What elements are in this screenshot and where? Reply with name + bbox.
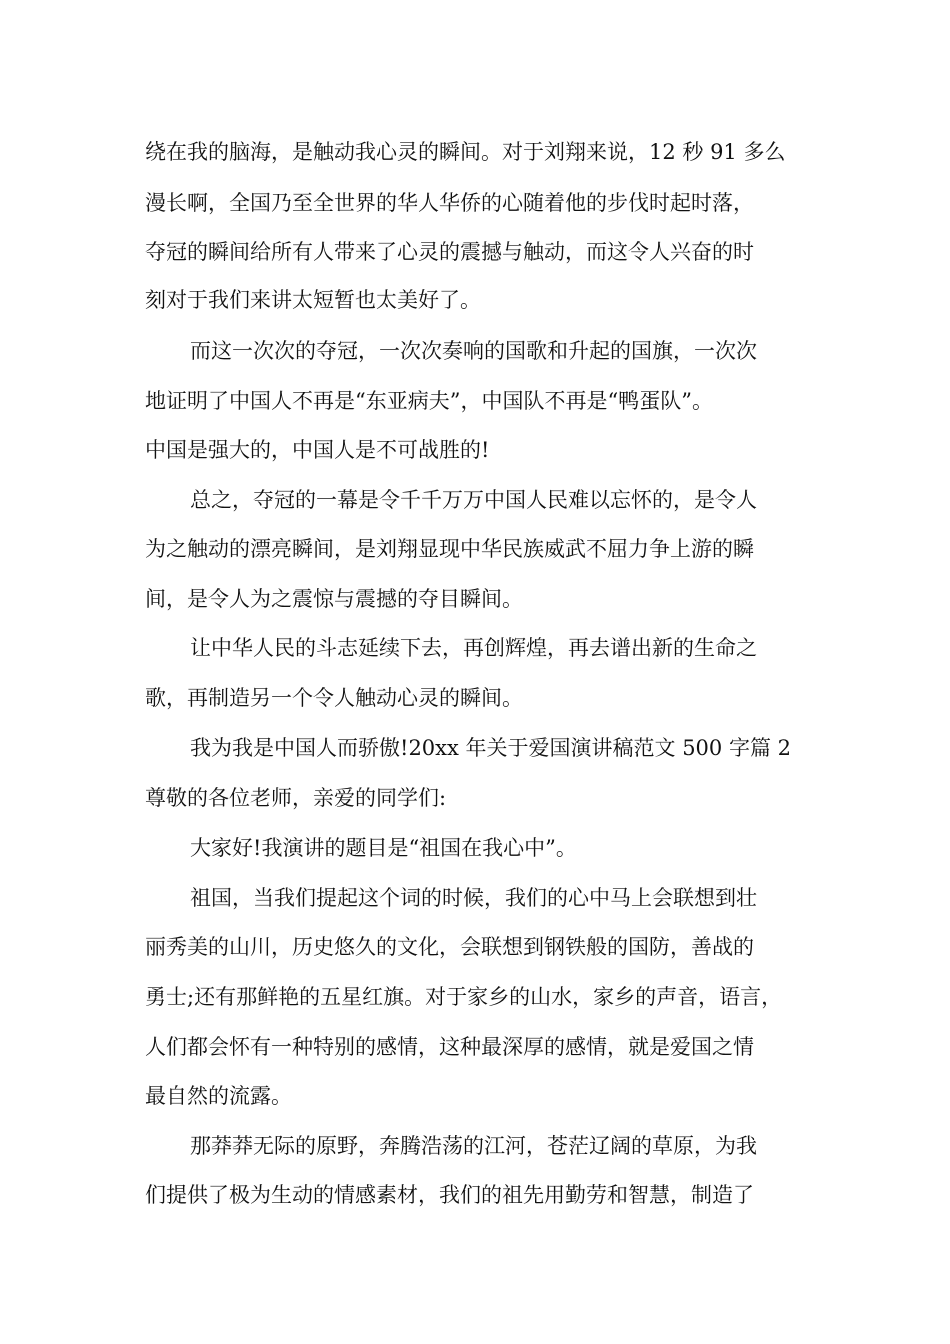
- text-line: 尊敬的各位老师，亲爱的同学们:: [145, 786, 447, 810]
- text-line: 刻对于我们来讲太短暂也太美好了。: [145, 288, 481, 312]
- text-line: 勇士;还有那鲜艳的五星红旗。对于家乡的山水，家乡的声音，语言，: [145, 985, 783, 1009]
- paragraph-first-line: 总之，夺冠的一幕是令千千万万中国人民难以忘怀的，是令人: [190, 488, 757, 512]
- paragraph-first-line: 让中华人民的斗志延续下去，再创辉煌，再去谱出新的生命之: [190, 636, 757, 660]
- paragraph-first-line: 那莽莽无际的原野，奔腾浩荡的江河，苍茫辽阔的草原，为我: [190, 1134, 757, 1158]
- paragraph-first-line: 我为我是中国人而骄傲!20xx 年关于爱国演讲稿范文 500 字篇 2: [190, 736, 791, 760]
- text-line: 人们都会怀有一种特别的感情，这种最深厚的感情，就是爱国之情: [145, 1035, 754, 1059]
- text-line: 漫长啊，全国乃至全世界的华人华侨的心随着他的步伐时起时落，: [145, 191, 754, 215]
- text-line: 最自然的流露。: [145, 1084, 292, 1108]
- text-line: 丽秀美的山川，历史悠久的文化，会联想到钢铁般的国防，善战的: [145, 935, 754, 959]
- text-line: 间，是令人为之震惊与震撼的夺目瞬间。: [145, 587, 523, 611]
- text-line: 绕在我的脑海，是触动我心灵的瞬间。对于刘翔来说，12 秒 91 多么: [145, 140, 786, 164]
- text-line: 中国是强大的，中国人是不可战胜的!: [145, 438, 490, 462]
- text-line: 地证明了中国人不再是“东亚病夫”，中国队不再是“鸭蛋队”。: [145, 389, 713, 413]
- text-line: 歌，再制造另一个令人触动心灵的瞬间。: [145, 686, 523, 710]
- paragraph-first-line: 而这一次次的夺冠，一次次奏响的国歌和升起的国旗，一次次: [190, 339, 757, 363]
- paragraph-first-line: 祖国，当我们提起这个词的时候，我们的心中马上会联想到壮: [190, 886, 757, 910]
- text-line: 为之触动的漂亮瞬间，是刘翔显现中华民族威武不屈力争上游的瞬: [145, 537, 754, 561]
- paragraph-first-line: 大家好!我演讲的题目是“祖国在我心中”。: [190, 836, 577, 860]
- text-line: 们提供了极为生动的情感素材，我们的祖先用勤劳和智慧，制造了: [145, 1183, 754, 1207]
- text-line: 夺冠的瞬间给所有人带来了心灵的震撼与触动，而这令人兴奋的时: [145, 240, 754, 264]
